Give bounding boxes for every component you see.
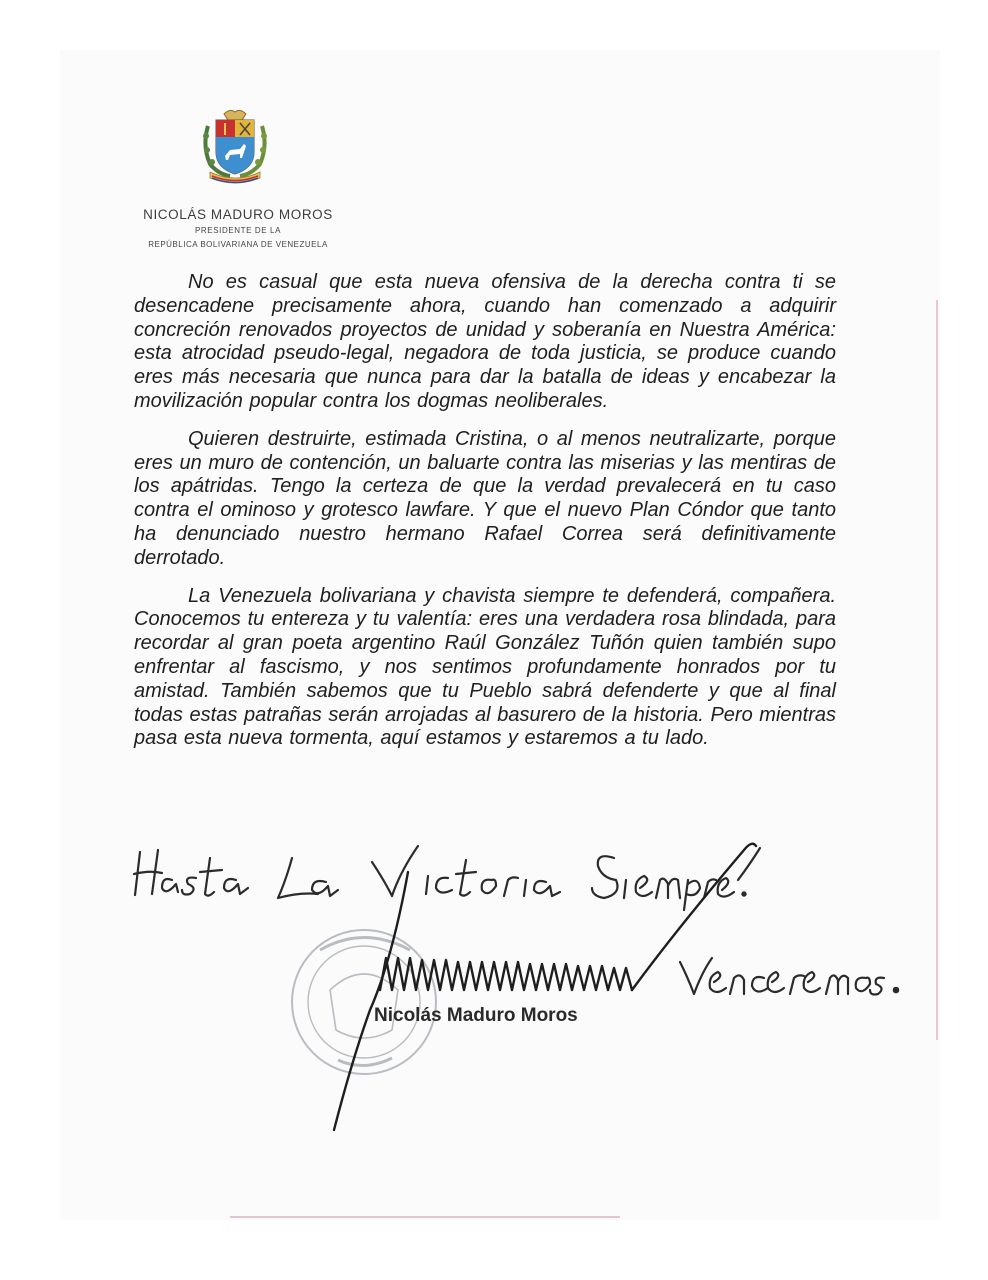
handwritten-closing — [134, 846, 760, 910]
letterhead-country: REPÚBLICA BOLIVARIANA DE VENEZUELA — [148, 240, 328, 249]
handwritten-motto — [680, 958, 898, 995]
letterhead-title: PRESIDENTE DE LA — [194, 226, 282, 235]
official-seal — [292, 930, 436, 1074]
paragraph-3: La Venezuela bolivariana y chavista siempre te defenderá, compañera. Conocemos tu entereza y tu valentía: eres una verdadera rosa blindada, para recordar al gran poeta argentino Raúl González Tuñón quien también supo enfrentar al fascismo, y nos sentimos profundamente honrados por tu amistad. También sabemos que tu Pueblo sabrá defenderte y que al final todas estas patrañas serán arrojadas al basurero de la historia. Pero mientras pasa esta nueva tormenta, aquí estamos y estaremos a tu lado. — [134, 584, 836, 750]
paragraph-2: Quieren destruirte, estimada Cristina, o al menos neutralizarte, porque eres un muro de contención, un baluarte contra las miserias y las mentiras de los apátridas. Tengo la certeza de que la verdad prevalecerá en tu caso contra el ominoso y grotesco lawfare. Y que el nuevo Plan Cóndor que tanto ha denunciado nuestro hermano Rafael Correa será definitivamente derrotado. — [134, 427, 836, 569]
signature-mark — [334, 844, 756, 1130]
signature-printed-name: Nicolás Maduro Moros — [374, 1005, 578, 1026]
letterhead-name: NICOLÁS MADURO MOROS — [143, 207, 333, 222]
paragraph-1: No es casual que esta nueva ofensiva de la derecha contra ti se desencadene precisamente ahora, cuando han comenzado a adquirir concreción renovados proyectos de unidad y soberanía en Nuestra América: esta atrocidad pseudo-legal, negadora de toda justicia, se produce cuando eres más necesaria que nunca para dar la batalla de ideas y encabezar la movilización popular contra los dogmas neoliberales. — [134, 271, 836, 412]
